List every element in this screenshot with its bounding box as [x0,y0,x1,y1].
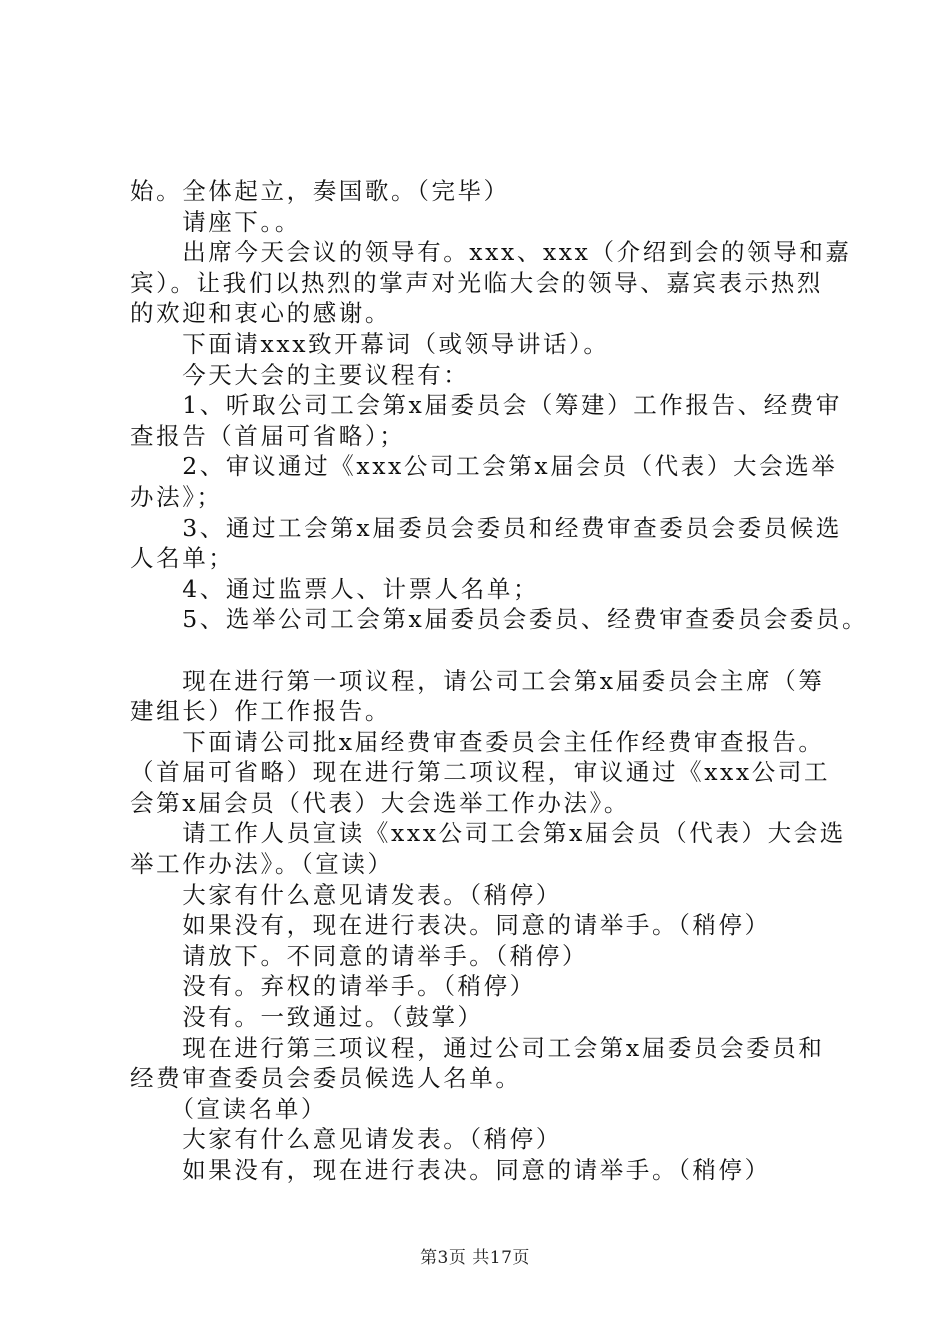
text-line: 会第x届会员（代表）大会选举工作办法》。 [130,788,631,817]
text-line: 宾）。让我们以热烈的掌声对光临大会的领导、嘉宾表示热烈 [130,268,823,297]
text-line: 下面请公司批x届经费审查委员会主任作经费审查报告。 [130,727,825,756]
text-line: 大家有什么意见请发表。（稍停） [130,880,562,909]
text-line: （首届可省略）现在进行第二项议程，审议通过《xxx公司工 [130,758,831,787]
text-line: 现在进行第三项议程，通过公司工会第x届委员会委员和 [130,1033,825,1062]
text-line: 3、通过工会第x届委员会委员和经费审查委员会委员候选 [130,513,843,542]
text-line: 下面请xxx致开幕词（或领导讲话）。 [130,329,610,358]
text-line: 现在进行第一项议程，请公司工会第x届委员会主席（筹 [130,666,825,695]
text-line: 5、选举公司工会第x届委员会委员、经费审查委员会委员。 [130,605,869,634]
text-line: 如果没有，现在进行表决。同意的请举手。（稍停） [130,1156,771,1184]
blank-line [130,635,842,666]
text-line: 1、听取公司工会第x届委员会（筹建）工作报告、经费审 [130,391,843,420]
text-line: 的欢迎和衷心的感谢。 [130,299,391,328]
text-line: 请座下。。 [130,207,301,236]
text-line: 出席今天会议的领导有。xxx、xxx（介绍到会的领导和嘉 [130,238,852,267]
text-line: 始。全体起立，奏国歌。（完毕） [130,177,510,205]
body-text [130,176,869,1186]
text-line: 今天大会的主要议程有： [130,360,470,389]
text-line: 没有。弃权的请举手。（稍停） [130,972,536,1001]
text-line: 如果没有，现在进行表决。同意的请举手。（稍停） [130,911,771,940]
text-line: 举工作办法》。（宣读） [130,850,394,879]
page-footer [0,1243,950,1268]
text-line: 4、通过监票人、计票人名单； [130,574,540,603]
text-line: 请放下。不同意的请举手。（稍停） [130,941,589,970]
text-line: 办法》； [130,482,223,511]
text-line: （宣读名单） [130,1094,328,1123]
text-line: 建组长）作工作报告。 [130,697,391,726]
text-line: 人名单； [130,544,235,573]
text-line: 请工作人员宣读《xxx公司工会第x届会员（代表）大会选 [130,819,846,848]
text-line: 查报告（首届可省略）； [130,421,406,450]
text-line: 2、审议通过《xxx公司工会第x届会员（代表）大会选举 [130,452,838,481]
page-number: 第3页 共17页 [420,1248,530,1268]
text-line: 没有。一致通过。（鼓掌） [130,1003,484,1032]
text-line: 经费审查委员会委员候选人名单。 [130,1064,522,1093]
text-line: 大家有什么意见请发表。（稍停） [130,1125,562,1154]
